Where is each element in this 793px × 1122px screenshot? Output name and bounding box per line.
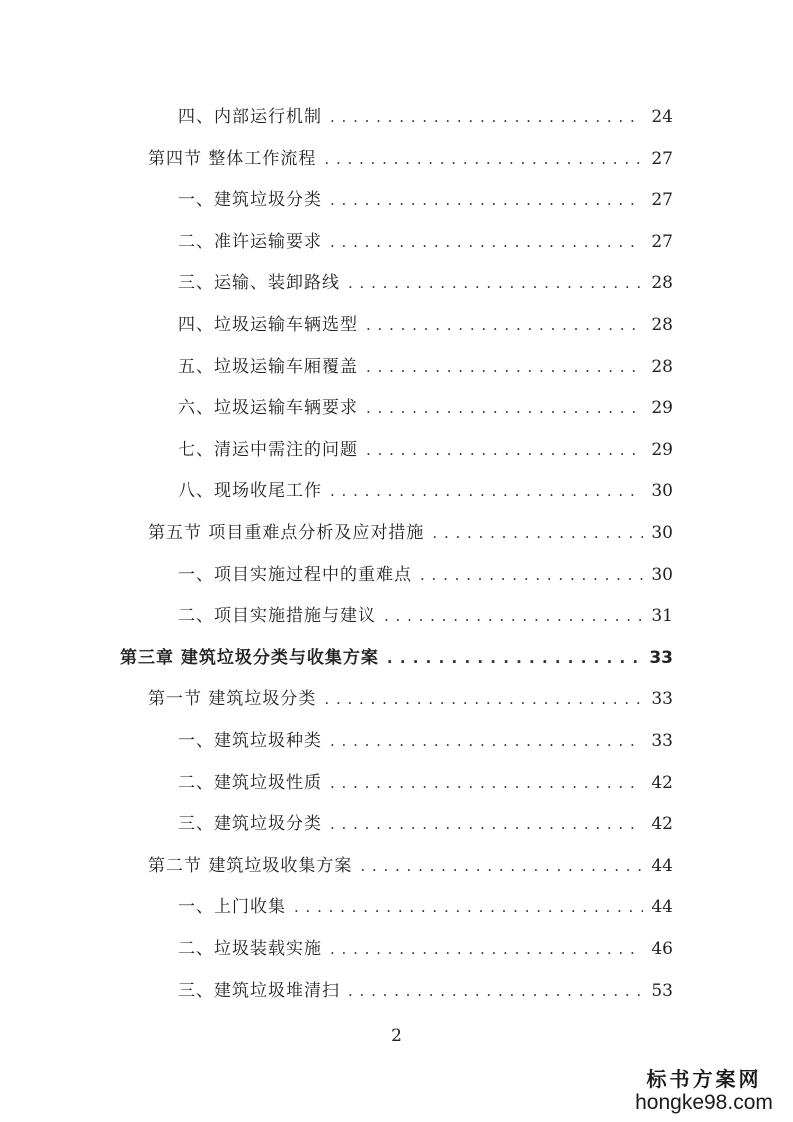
toc-entry-title: 四、垃圾运输车辆选型 bbox=[178, 315, 358, 335]
toc-entry-page: 44 bbox=[651, 856, 673, 876]
toc-entry[interactable] bbox=[0, 729, 673, 753]
toc-leader-dots bbox=[348, 271, 643, 295]
toc-entry[interactable] bbox=[0, 687, 673, 711]
toc-entry-title: 三、建筑垃圾分类 bbox=[178, 814, 322, 834]
toc-entry[interactable] bbox=[0, 521, 673, 545]
toc-leader-dots bbox=[330, 729, 643, 753]
toc-entry-page: 29 bbox=[651, 440, 673, 460]
toc-entry-title: 二、准许运输要求 bbox=[178, 232, 322, 252]
toc-entry-title: 二、垃圾装载实施 bbox=[178, 939, 322, 959]
toc-entry-title: 三、运输、装卸路线 bbox=[178, 273, 340, 293]
toc-entry-title: 第三章 建筑垃圾分类与收集方案 bbox=[120, 648, 379, 668]
toc-leader-dots bbox=[360, 854, 643, 878]
toc-entry-page: 27 bbox=[651, 232, 673, 252]
toc-entry-title: 一、建筑垃圾种类 bbox=[178, 731, 322, 751]
toc-entry[interactable] bbox=[0, 812, 673, 836]
toc-entry-title: 一、建筑垃圾分类 bbox=[178, 190, 322, 210]
toc-entry-page: 30 bbox=[651, 481, 673, 501]
toc-entry[interactable] bbox=[0, 396, 673, 420]
toc-entry-page: 33 bbox=[651, 731, 673, 751]
toc-entry-page: 30 bbox=[651, 565, 673, 585]
toc-entry-page: 33 bbox=[651, 689, 673, 709]
toc-entry-page: 33 bbox=[649, 648, 673, 668]
page-number: 2 bbox=[391, 1026, 402, 1046]
toc-leader-dots bbox=[330, 105, 643, 129]
toc-entry-title: 八、现场收尾工作 bbox=[178, 481, 322, 501]
toc-entry-page: 28 bbox=[651, 357, 673, 377]
toc-entry-title: 六、垃圾运输车辆要求 bbox=[178, 398, 358, 418]
toc-entry[interactable] bbox=[0, 646, 673, 670]
toc-entry-page: 24 bbox=[651, 107, 673, 127]
toc-leader-dots bbox=[387, 646, 641, 670]
toc-entry[interactable] bbox=[0, 188, 673, 212]
toc-leader-dots bbox=[366, 396, 643, 420]
toc-entry-page: 42 bbox=[651, 814, 673, 834]
toc-leader-dots bbox=[420, 563, 643, 587]
watermark-en: hongke98.com bbox=[635, 1091, 773, 1114]
toc-entry-title: 七、清运中需注的问题 bbox=[178, 440, 358, 460]
toc-entry[interactable] bbox=[0, 771, 673, 795]
toc-entry[interactable] bbox=[0, 563, 673, 587]
toc-entry[interactable] bbox=[0, 895, 673, 919]
toc-leader-dots bbox=[432, 521, 643, 545]
toc-leader-dots bbox=[330, 479, 643, 503]
toc-entry[interactable] bbox=[0, 271, 673, 295]
toc-entry-page: 27 bbox=[651, 149, 673, 169]
toc-entry-title: 第一节 建筑垃圾分类 bbox=[148, 689, 317, 709]
toc-leader-dots bbox=[366, 438, 643, 462]
toc-entry-title: 第四节 整体工作流程 bbox=[148, 149, 317, 169]
toc-entry[interactable] bbox=[0, 355, 673, 379]
toc-leader-dots bbox=[366, 355, 643, 379]
toc-entry-title: 一、上门收集 bbox=[178, 897, 286, 917]
toc-leader-dots bbox=[330, 188, 643, 212]
toc-entry[interactable] bbox=[0, 937, 673, 961]
toc-entry-page: 44 bbox=[651, 897, 673, 917]
toc-entry-page: 28 bbox=[651, 273, 673, 293]
toc-entry[interactable] bbox=[0, 979, 673, 1003]
toc-entry-page: 27 bbox=[651, 190, 673, 210]
toc-entry-page: 53 bbox=[651, 981, 673, 1001]
toc-entry-title: 二、项目实施措施与建议 bbox=[178, 606, 376, 626]
toc-entry[interactable] bbox=[0, 105, 673, 129]
toc-entry[interactable] bbox=[0, 604, 673, 628]
toc-entry-page: 46 bbox=[651, 939, 673, 959]
toc-leader-dots bbox=[330, 812, 643, 836]
toc-leader-dots bbox=[366, 313, 643, 337]
toc-leader-dots bbox=[324, 687, 643, 711]
toc-leader-dots bbox=[348, 979, 643, 1003]
toc-entry[interactable] bbox=[0, 230, 673, 254]
toc-entry[interactable] bbox=[0, 313, 673, 337]
watermark-cn: 标书方案网 bbox=[646, 1067, 762, 1091]
toc-entry[interactable] bbox=[0, 438, 673, 462]
toc-entry-title: 五、垃圾运输车厢覆盖 bbox=[178, 357, 358, 377]
toc-entry-title: 三、建筑垃圾堆清扫 bbox=[178, 981, 340, 1001]
toc-leader-dots bbox=[330, 937, 643, 961]
toc-entry[interactable] bbox=[0, 147, 673, 171]
toc-entry-page: 31 bbox=[651, 606, 673, 626]
toc-leader-dots bbox=[330, 771, 643, 795]
toc-entry-title: 四、内部运行机制 bbox=[178, 107, 322, 127]
toc-leader-dots bbox=[294, 895, 643, 919]
toc-entry-title: 二、建筑垃圾性质 bbox=[178, 773, 322, 793]
toc-entry-title: 第二节 建筑垃圾收集方案 bbox=[148, 856, 353, 876]
toc-entry-title: 第五节 项目重难点分析及应对措施 bbox=[148, 523, 425, 543]
toc-entry[interactable] bbox=[0, 479, 673, 503]
toc-entry-page: 28 bbox=[651, 315, 673, 335]
toc-entry-page: 29 bbox=[651, 398, 673, 418]
toc-entry[interactable] bbox=[0, 854, 673, 878]
toc-leader-dots bbox=[330, 230, 643, 254]
watermark-logo bbox=[629, 1067, 779, 1115]
toc-entry-page: 42 bbox=[651, 773, 673, 793]
toc-leader-dots bbox=[324, 147, 643, 171]
toc-entry-title: 一、项目实施过程中的重难点 bbox=[178, 565, 412, 585]
toc-entry-page: 30 bbox=[651, 523, 673, 543]
toc-leader-dots bbox=[384, 604, 643, 628]
